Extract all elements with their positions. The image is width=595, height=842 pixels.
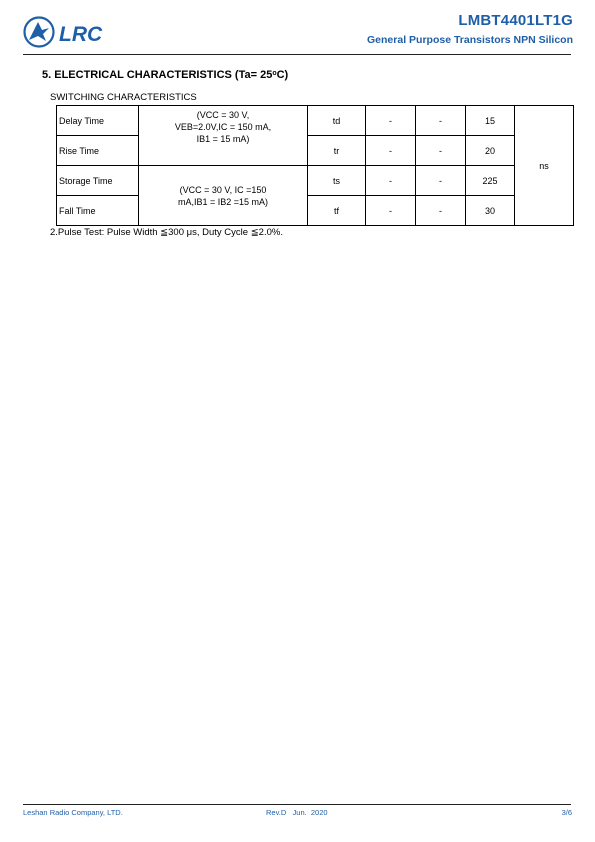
typ-cell: - [416, 166, 466, 196]
section-title [42, 69, 288, 81]
max-cell: 30 [466, 196, 515, 226]
max-cell: 15 [466, 106, 515, 136]
min-cell: - [366, 136, 416, 166]
degree-mark: o [272, 70, 277, 77]
test-condition-cell [139, 166, 308, 226]
product-subtitle: General Purpose Transistors NPN Silicon [367, 34, 573, 46]
unit-cell: ns [515, 106, 574, 226]
subsection-title: SWITCHING CHARACTERISTICS [50, 92, 197, 103]
table-row [57, 196, 574, 226]
symbol-cell: ts [308, 166, 366, 196]
test-condition-cell [139, 106, 308, 166]
section-title-prefix: 5. ELECTRICAL CHARACTERISTICS (Ta= 25 [42, 69, 273, 81]
min-cell: - [366, 166, 416, 196]
param-cell: Rise Time [57, 136, 139, 166]
max-cell: 20 [466, 136, 515, 166]
symbol-cell: tf [308, 196, 366, 226]
min-cell: - [366, 196, 416, 226]
lrc-logo [23, 15, 118, 49]
table-row [57, 136, 574, 166]
footer-company: Leshan Radio Company, LTD. [23, 808, 123, 817]
param-cell: Fall Time [57, 196, 139, 226]
symbol-cell: tr [308, 136, 366, 166]
footer-divider [23, 804, 571, 805]
condition-line: VEB=2.0V,IC = 150 mA, [174, 122, 272, 132]
footer-page-number: 3/6 [561, 808, 572, 817]
table-row [57, 166, 574, 196]
footer-revision: Rev.D Jun. 2020 [266, 808, 328, 817]
header-divider [23, 54, 571, 55]
part-number: LMBT4401LT1G [458, 12, 573, 29]
pulse-test-note: 2.Pulse Test: Pulse Width ≦300 μs, Duty Cycle ≦2.0%. [50, 227, 283, 238]
condition-line: (VCC = 30 V, [196, 110, 250, 120]
condition-line: (VCC = 30 V, IC =150 [179, 184, 267, 195]
condition-line: mA,IB1 = IB2 =15 mA) [177, 196, 269, 207]
param-cell: Storage Time [57, 166, 139, 196]
section-title-suffix: C) [276, 69, 289, 81]
typ-cell: - [416, 196, 466, 226]
symbol-cell: td [308, 106, 366, 136]
condition-line: IB1 = 15 mA) [196, 134, 250, 144]
switching-characteristics-table [56, 105, 574, 226]
typ-cell: - [416, 106, 466, 136]
typ-cell: - [416, 136, 466, 166]
brand-text: LRC [59, 23, 103, 46]
max-cell: 225 [466, 166, 515, 196]
table-row [57, 106, 574, 136]
min-cell: - [366, 106, 416, 136]
param-cell: Delay Time [57, 106, 139, 136]
